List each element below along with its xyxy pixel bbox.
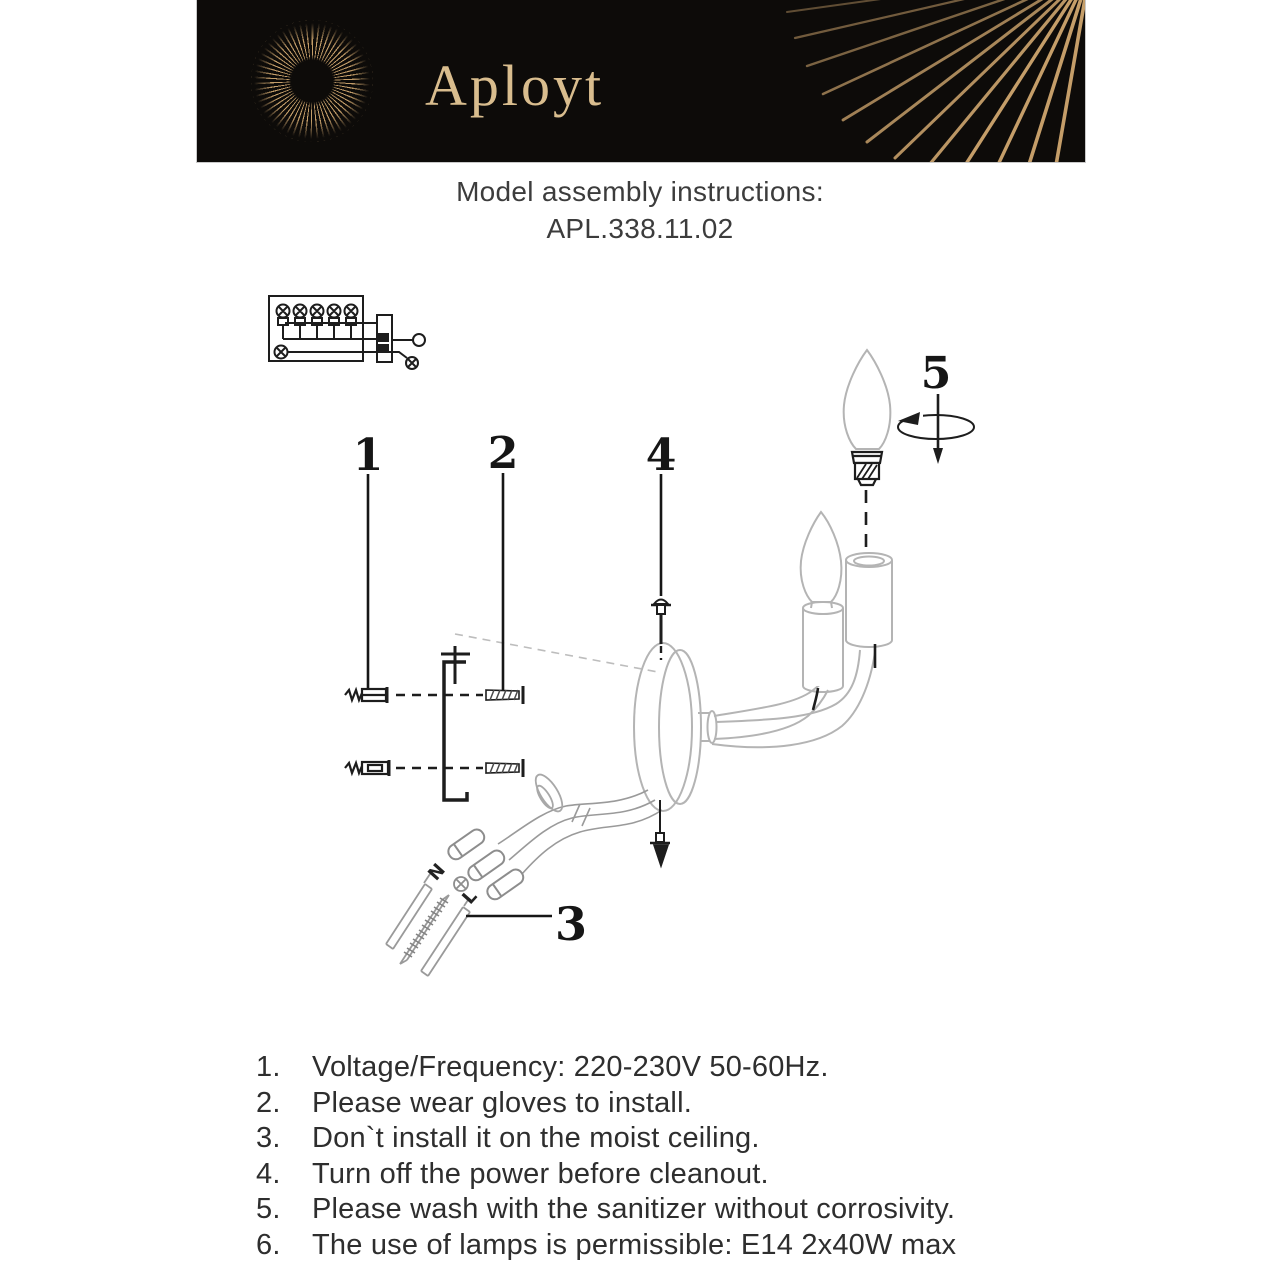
wall-anchor-top [345,687,387,703]
item-text: Please wash with the sanitizer without corrosivity. [312,1193,956,1226]
item-text: Don`t install it on the moist ceiling. [312,1122,760,1155]
item-text: The use of lamps is permissible: E14 2x40W max [312,1228,957,1261]
item-text: Please wear gloves to install. [312,1086,692,1119]
page-title: Model assembly instructions: [456,176,824,207]
list-item [256,1121,1156,1157]
list-item [256,1086,1156,1122]
sunburst-logo-icon [251,20,373,142]
candle-bulb-left [801,512,842,602]
canopy [634,643,717,811]
item-number: 6. [256,1228,281,1261]
part-label-4: 4 [645,430,677,481]
lamp-socket-right [846,553,892,647]
list-item [256,1050,1156,1086]
part-label-5: 5 [920,348,952,399]
brand-banner [197,0,1085,162]
alignment-dashed-line [455,634,658,672]
wire-loop [531,771,568,816]
model-number: APL.338.11.02 [546,213,734,244]
lamp-arms [712,650,875,747]
part-label-3: 3 [554,897,588,951]
corner-rays-icon [725,0,1085,162]
part-label-1: 1 [352,430,384,481]
terminal-block-schematic [269,296,425,369]
list-item [256,1192,1156,1228]
item-number: 2. [256,1086,281,1119]
item-text: Voltage/Frequency: 220-230V 50-60Hz. [312,1051,829,1084]
brand-name: Aployt [425,52,605,118]
item-number: 5. [256,1193,281,1226]
mounting-screw-top [486,686,523,704]
list-item [256,1228,1156,1264]
wire-label-live: L [458,886,482,909]
item-number: 3. [256,1122,281,1155]
item-number: 1. [256,1051,281,1084]
list-item [256,1157,1156,1193]
candle-bulb-detached [844,350,891,449]
e14-base [852,452,882,485]
wire-label-neutral: N [424,859,450,885]
rotation-arrow-icon [898,394,974,464]
mounting-bracket [441,646,470,800]
canopy-wires [498,790,662,874]
item-number: 4. [256,1157,281,1190]
wall-anchor-bottom [345,760,389,776]
mounting-dashed-lines [396,695,483,768]
mounting-screw-bottom [486,759,523,777]
instruction-list [256,1050,1156,1263]
lamp-socket-left [803,602,843,692]
part-label-2: 2 [487,428,519,479]
heading-block [0,176,1280,245]
item-text: Turn off the power before cleanout. [312,1157,769,1190]
assembly-diagram [0,262,1280,1052]
